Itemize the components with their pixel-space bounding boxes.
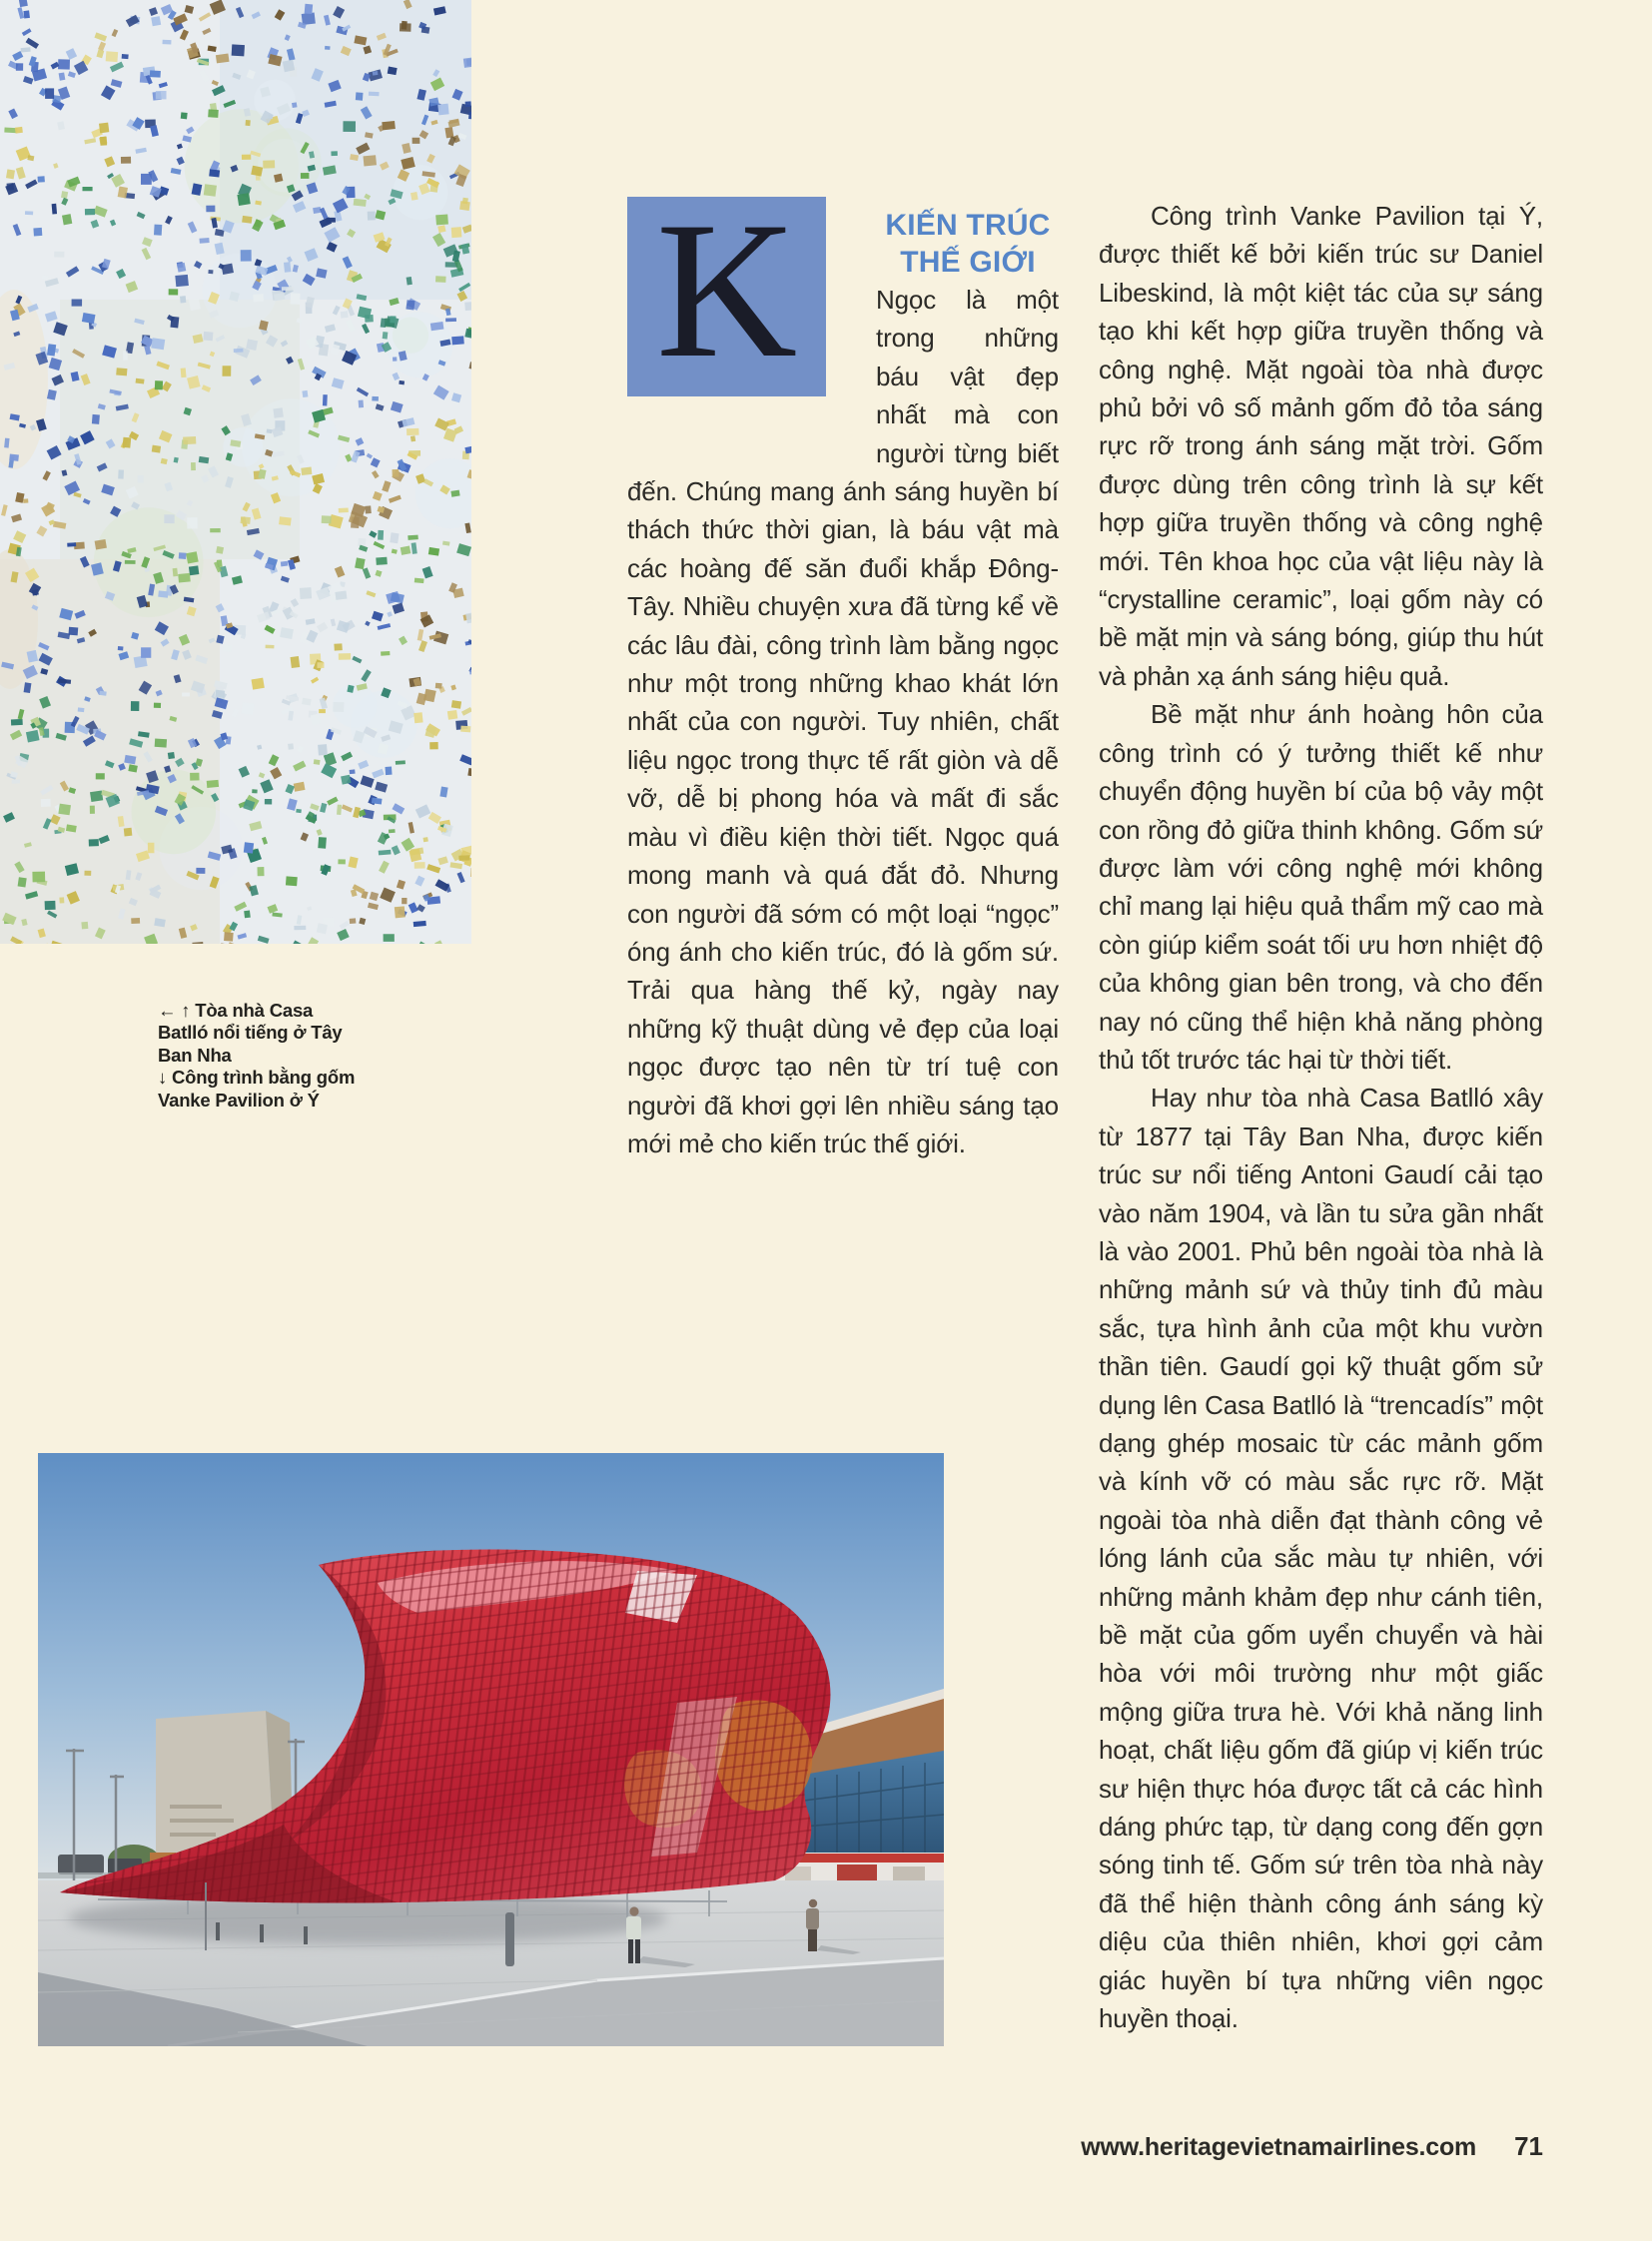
caption-line: ↓ Công trình bằng gốm: [158, 1067, 356, 1089]
caption-line: ← ↑ Tòa nhà Casa: [158, 1000, 314, 1021]
lead-paragraph: Ngọc là một trong những báu vật đẹp nhất mà con người từng biết đến. Chúng mang ánh sáng huyền bí thách thức thời gian, là báu vật mà các hoàng đế săn đuổi khắp Đông-Tây. Nhiều chuyện xưa đã từng kể về các lâu đài, công trình làm bằng ngọc như một trong những khao khát lớn nhất của con người. Tuy nhiên, chất liệu ngọc trong thực tế rất giòn và dễ vỡ, dễ bị phong hóa và mất đi sắc màu vì điều kiện thời tiết. Ngọc quá mong manh và quá đắt đỏ. Nhưng con người đã sớm có một loại “ngọc” óng ánh cho kiến trúc, đó là gốm sứ. Trải qua hàng thế kỷ, ngày nay những kỹ thuật dùng vẻ đẹp của loại ngọc được tạo nên từ trí tuệ con người đã khơi gợi lên nhiều sáng tạo mới mẻ cho kiến trúc thế giới.: [627, 285, 1059, 1158]
casa-batllo-mosaic-photo: [0, 0, 471, 944]
section-title-line1: KIẾN TRÚC: [885, 209, 1051, 242]
caption-line: Vanke Pavilion ở Ý: [158, 1089, 320, 1111]
page-footer: [1081, 2131, 1543, 2162]
body-paragraph: Hay như tòa nhà Casa Batlló xây từ 1877 tại Tây Ban Nha, được kiến trúc sư nổi tiếng Antoni Gaudí cải tạo vào năm 1904, và lần tu sửa gần nhất là vào 2001. Phủ bên ngoài tòa nhà là những mảnh sứ và thủy tinh đủ màu sắc, tựa hình ảnh của một khu vườn thần tiên. Gaudí gọi kỹ thuật gốm sử dụng lên Casa Batlló là “trencadís” một dạng ghép mosaic từ các mảnh gốm và kính vỡ có màu sắc rực rỡ. Mặt ngoài tòa nhà diễn đạt thành công vẻ lóng lánh của sắc màu tự nhiên, với những mảnh khảm đẹp như cánh tiên, bề mặt của gốm uyển chuyển và hài hòa với môi trường như một giấc mộng giữa trưa hè. Với khả năng linh hoạt, chất liệu gốm đã giúp vị kiến trúc sư hiện thực hóa được tất cả các hình dáng phức tạp, từ dạng cong đến gợn sóng tinh tế. Gốm sứ trên tòa nhà này đã thể hiện thành công ánh sáng kỳ diệu của thiên nhiên, khơi gợi cảm giác huyền bí tựa những viên ngọc huyền thoại.: [1099, 1083, 1543, 2034]
section-title: [876, 207, 1060, 281]
article-column-2: [1099, 197, 1543, 2038]
vanke-pavilion-photo: [38, 1453, 944, 2046]
article-column-1: [627, 182, 1059, 1162]
caption-line: Ban Nha: [158, 1044, 232, 1066]
section-title-line2: THẾ GIỚI: [900, 246, 1036, 279]
caption-line: Batlló nổi tiếng ở Tây: [158, 1022, 343, 1044]
page-number: 71: [1514, 2131, 1543, 2161]
dropcap-box: [627, 182, 826, 398]
website-url: www.heritagevietnamairlines.com: [1081, 2133, 1477, 2161]
photo-caption: [158, 1000, 497, 1112]
dropcap-letter-k: K: [655, 182, 798, 398]
body-paragraph: Bề mặt như ánh hoàng hôn của công trình có ý tưởng thiết kế như chuyển động huyền bí của bộ vảy một con rồng đỏ giữa thinh không. Gốm sứ được làm với công nghệ mới không chỉ mang lại hiệu quả thẩm mỹ cao mà còn giúp kiểm soát tối ưu hơn nhiệt độ của không gian bên trong, và cho đến nay nó cũng thể hiện khả năng phòng thủ tốt trước tác hại từ thời tiết.: [1099, 699, 1543, 1075]
body-paragraph: Công trình Vanke Pavilion tại Ý, được thiết kế bởi kiến trúc sư Daniel Libeskind, là một kiệt tác của sự sáng tạo khi kết hợp giữa truyền thống và công nghệ. Mặt ngoài tòa nhà được phủ bởi vô số mảnh gốm đỏ tỏa sáng rực rỡ trong ánh sáng mặt trời. Gốm được dùng trên công trình là sự kết hợp giữa truyền thống và công nghệ mới. Tên khoa học của vật liệu này là “crystalline ceramic”, loại gốm này có bề mặt mịn và sáng bóng, giúp thu hút và phản xạ ánh sáng hiệu quả.: [1099, 201, 1543, 691]
